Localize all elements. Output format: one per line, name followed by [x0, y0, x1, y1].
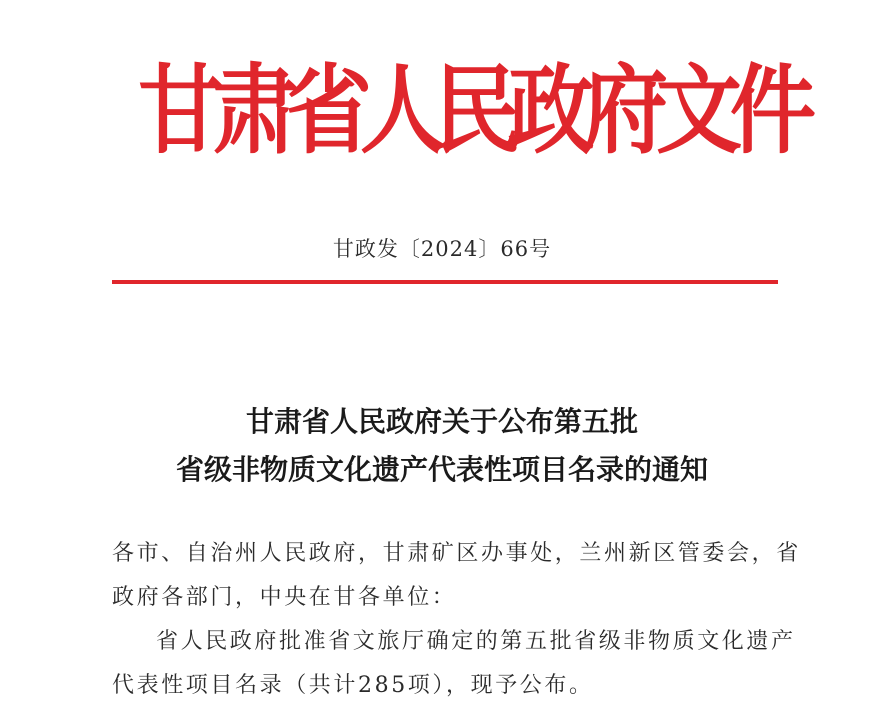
- title-line-1: 甘肃省人民政府关于公布第五批: [245, 405, 638, 438]
- document-masthead: 甘肃省人民政府文件: [138, 54, 804, 168]
- document-title: [0, 398, 884, 494]
- paragraph-1-line-1: 省人民政府批准省文旅厅确定的第五批省级非物质文化遗产: [156, 629, 796, 654]
- document-number: 甘政发〔2024〕66号: [332, 237, 552, 261]
- paragraph-1-line-2: 代表性项目名录（共计285项），现予公布。: [112, 673, 594, 698]
- red-separator-line: [112, 280, 778, 284]
- title-line-2: 省级非物质文化遗产代表性项目名录的通知: [175, 453, 708, 486]
- recipients-line-2: 政府各部门，中央在甘各单位：: [112, 585, 457, 610]
- document-body: [112, 532, 801, 708]
- recipients-line-1: 各市、自治州人民政府，甘肃矿区办事处，兰州新区管委会，省: [112, 541, 801, 566]
